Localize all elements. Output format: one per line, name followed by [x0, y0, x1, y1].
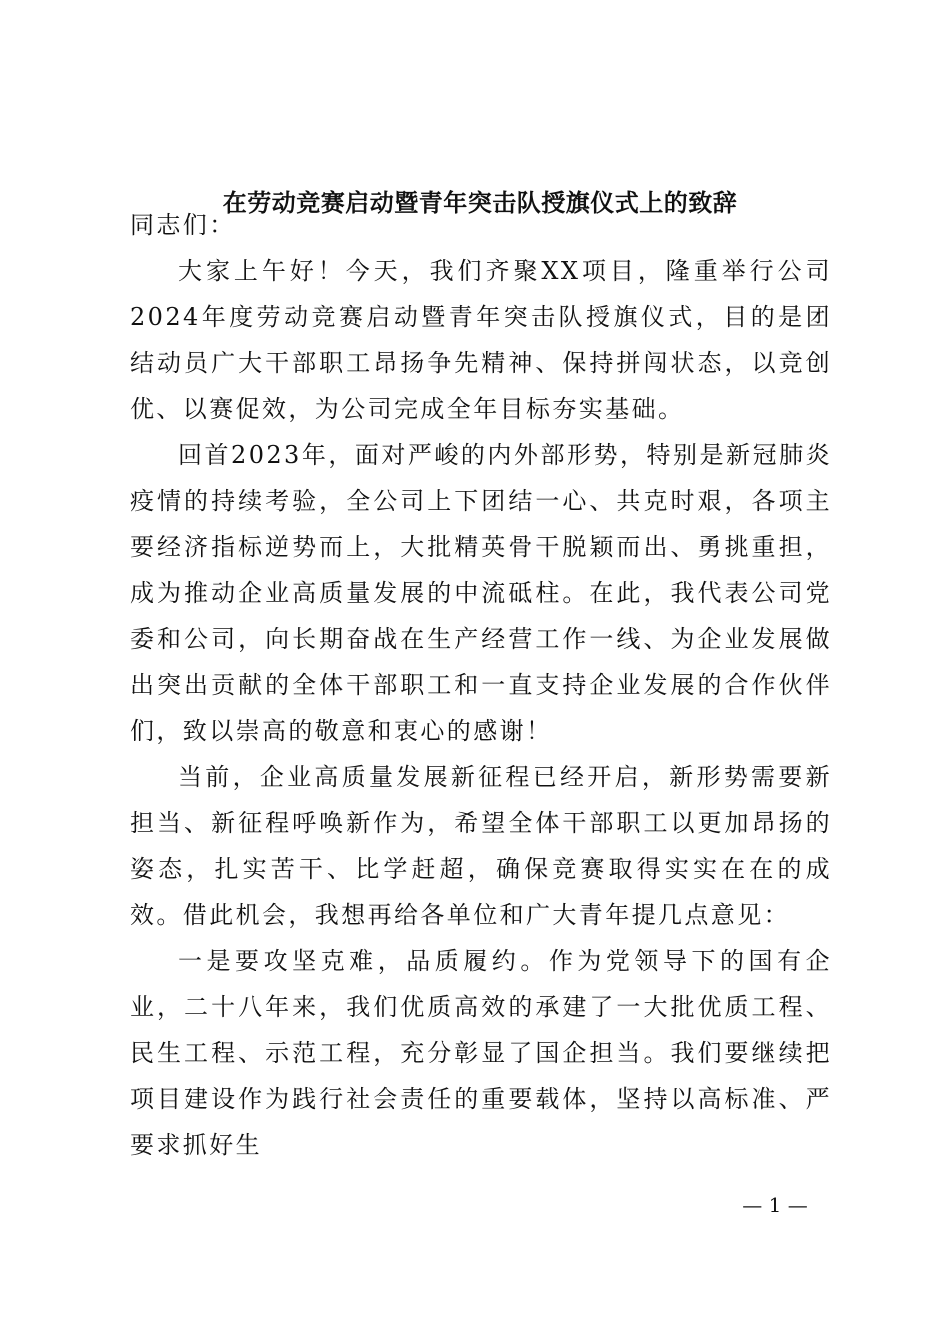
document-body — [130, 202, 832, 1168]
document-title: 在劳动竞赛启动暨青年突击队授旗仪式上的致辞 — [222, 188, 738, 217]
paragraph-current-situation: 当前，企业高质量发展新征程已经开启，新形势需要新担当、新征程呼唤新作为，希望全体干部职工以更加昂扬的姿态，扎实苦干、比学赶超，确保竞赛取得实实在在的成效。借此机会，我想再给各单位和广大青年提几点意见： — [130, 763, 832, 929]
paragraph-point-one: 一是要攻坚克难，品质履约。作为党领导下的国有企业，二十八年来，我们优质高效的承建了一大批优质工程、民生工程、示范工程，充分彰显了国企担当。我们要继续把项目建设作为践行社会责任的重要载体，坚持以高标准、严要求抓好生 — [130, 947, 832, 1159]
page-number: — 1 — — [742, 1193, 808, 1217]
paragraph-greeting: 大家上午好！今天，我们齐聚XX项目，隆重举行公司2024年度劳动竞赛启动暨青年突击队授旗仪式，目的是团结动员广大干部职工昂扬争先精神、保持拼闯状态，以竞创优、以赛促效，为公司完成全年目标夯实基础。 — [130, 257, 832, 423]
paragraph-review-2023: 回首2023年，面对严峻的内外部形势，特别是新冠肺炎疫情的持续考验，全公司上下团结一心、共克时艰，各项主要经济指标逆势而上，大批精英骨干脱颖而出、勇挑重担，成为推动企业高质量发展的中流砥柱。在此，我代表公司党委和公司，向长期奋战在生产经营工作一线、为企业发展做出突出贡献的全体干部职工和一直支持企业发展的合作伙伴们，致以崇高的敬意和衷心的感谢！ — [130, 441, 832, 745]
salutation: 同志们： — [130, 211, 236, 239]
